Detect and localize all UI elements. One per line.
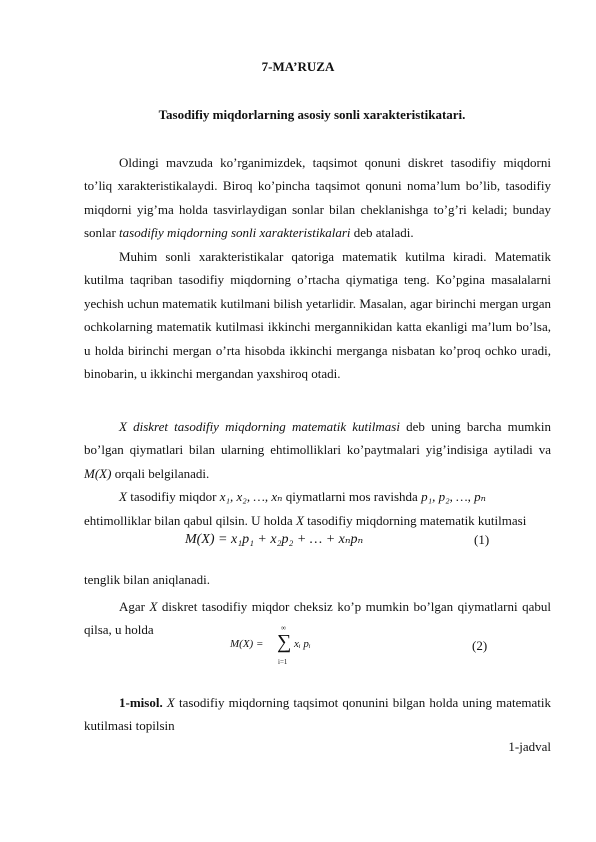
- sum-symbol: ∑: [277, 631, 292, 653]
- lecture-title: 7-MA’RUZA: [261, 59, 335, 74]
- example-text: tasodifiy miqdorning taqsimot qonunini bilgan holda uning matematik kutilmasi topilsin: [84, 695, 552, 734]
- sum-upper-limit: ∞: [281, 624, 286, 632]
- definition-term: X diskret tasodifiy miqdorning matematik kutilmasi: [119, 419, 400, 434]
- var-x-3: X: [149, 599, 158, 614]
- definition-notation: M(X): [84, 465, 112, 481]
- values-xs: x₁, x₂, …, xₙ: [219, 489, 283, 504]
- var-x-4: X: [166, 695, 175, 710]
- paragraph-intro-text: Oldingi mavzuda ko’rganimizdek, taqsimot qonuni diskret tasodifiy miqdorni to’liq xarakteristikalaydi. Biroq ko’pincha taqsimot qonuni noma’lum bo’lib, tasodifiy miqdorni yig’ma holda tasvirlaydigan sonlar bilan cheklanishga to’g’ri keladi; bunday sonlar: [84, 155, 551, 241]
- paragraph-expectation: Muhim sonli xarakteristikalar qatoriga matematik kutilma kiradi. Matematik kutilma taqriban tasodifiy miqdorning o’rtacha qiymatiga teng. Ko’pgina masalalarni yechish uchun matematik kutilmani bilish yetarlidir. Masalan, agar birinchi mergan urgan ochkolarning matematik kutilmasi ikkinchi mergannikidan katta ekanligi ma’lum bo’lsa, u holda birinchi mergan o’rta hisobda ikkinchi merganga nisbatan ko’proq ochko uradi, binobarin, u ikkinchi mergandan yaxshiroq otadi.: [84, 249, 551, 382]
- example-label: 1-misol.: [119, 695, 163, 710]
- infinite-text-2: diskret tasodifiy miqdor cheksiz ko’p mumkin bo’lgan qiymatlarni qabul qilsa, u holda: [84, 599, 551, 638]
- prob-text-2: tasodifiy miqdorning matematik kutilmasi: [303, 513, 527, 528]
- infinite-text-1: Agar: [119, 599, 150, 614]
- sum-lower-limit: i=1: [278, 658, 288, 666]
- paragraph-intro-end: deb ataladi.: [350, 225, 414, 241]
- equation-number-1: (1): [474, 532, 490, 547]
- var-x-2: X: [295, 513, 304, 528]
- values-text-1: tasodifiy miqdor: [126, 489, 220, 504]
- paragraph-equality: tenglik bilan aniqlanadi.: [84, 572, 210, 587]
- topic-title: Tasodifiy miqdorlarning asosiy sonli xarakteristikatari.: [158, 107, 466, 122]
- paragraph-infinite: [84, 595, 551, 642]
- equation-number-2: (2): [472, 638, 488, 653]
- definition-text: deb uning barcha mumkin bo’lgan qiymatlari bilan ularning ehtimolliklari ko’paytmalari yig’indisiga aytiladi va: [84, 419, 552, 458]
- paragraph-example: [84, 691, 551, 738]
- paragraph-definition: [84, 415, 551, 485]
- values-text-2: qiymatlarni mos ravishda: [282, 489, 422, 504]
- formula-1: M(X) = x₁p₁ + x₂p₂ + … + xₙpₙ: [185, 532, 364, 547]
- paragraph-intro-term: tasodifiy miqdorning sonli xarakteristikalari: [119, 225, 351, 241]
- paragraph-values: [84, 485, 551, 508]
- paragraph-intro: [84, 151, 551, 245]
- formula-2-lhs: M(X) =: [230, 638, 264, 650]
- values-ps: p₁, p₂, …, pₙ: [421, 489, 486, 504]
- var-x: X: [119, 489, 127, 504]
- formula-2-rhs: xᵢ pᵢ: [294, 638, 311, 650]
- definition-end: orqali belgilanadi.: [111, 465, 210, 481]
- table-caption: 1-jadval: [508, 739, 551, 754]
- prob-text-1: ehtimolliklar bilan qabul qilsin. U holda: [84, 513, 296, 528]
- paragraph-probabilities: [84, 509, 551, 532]
